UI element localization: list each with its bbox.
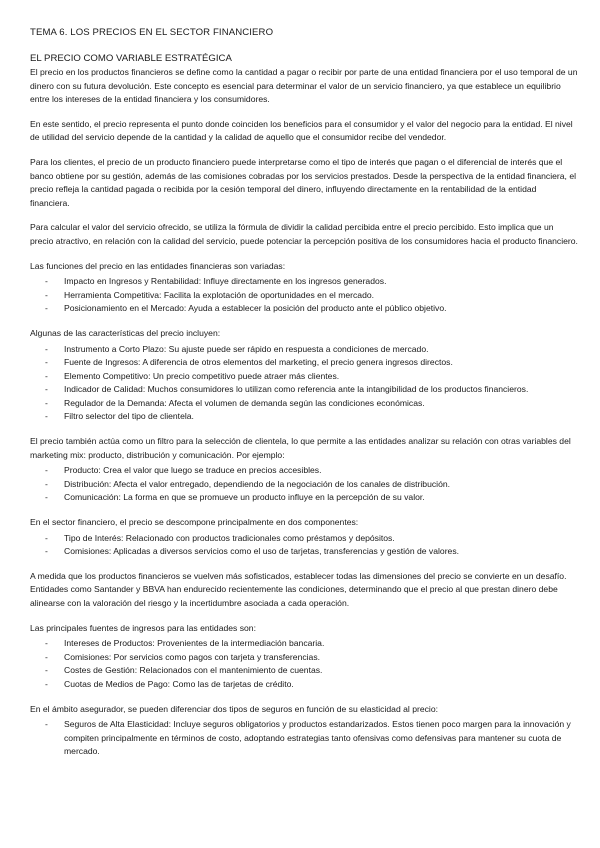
bullet-list — [30, 275, 578, 316]
paragraph: Para calcular el valor del servicio ofrecido, se utiliza la fórmula de dividir la calidad percibida entre el precio percibido. Esto implica que un precio atractivo, en relación con la calidad del servicio, puede potenciar la percepción positiva de los consumidores hacia el producto financiero. — [30, 222, 578, 246]
list-item — [30, 532, 578, 546]
list-item — [30, 678, 578, 692]
list-item-text: Distribución: Afecta el valor entregado, dependiendo de la negociación de los canales de distribución. — [64, 478, 451, 489]
list-item-text: Costes de Gestión: Relacionados con el mantenimiento de cuentas. — [64, 665, 323, 676]
list-item — [30, 545, 578, 559]
list-item — [30, 637, 578, 651]
list-item-text: Producto: Crea el valor que luego se traduce en precios accesibles. — [64, 465, 322, 476]
list-item — [30, 464, 578, 478]
bullet-list — [30, 343, 578, 425]
list-item-text: Cuotas de Medios de Pago: Como las de tarjetas de crédito. — [64, 678, 294, 689]
list-item-text: Intereses de Productos: Provenientes de la intermediación bancaria. — [64, 638, 325, 649]
list-item — [30, 289, 578, 303]
list-item — [30, 478, 578, 492]
bullet-dash: - — [45, 478, 48, 489]
list-item — [30, 383, 578, 397]
list-item-text: Posicionamiento en el Mercado: Ayuda a establecer la posición del producto ante el público objetivo. — [64, 303, 447, 314]
bullet-dash: - — [45, 532, 48, 543]
list-item — [30, 491, 578, 505]
bullet-dash: - — [45, 289, 48, 300]
list-item-text: Seguros de Alta Elasticidad: Incluye seguros obligatorios y productos estandarizados. Estos tienen poco margen para la innovación y compiten principalmente en términos de costo, adoptando estrategias tanto ofensivas como defensivas para mantener su cuota de mercado. — [64, 719, 571, 757]
list-item-text: Comunicación: La forma en que se promueve un producto influye en la percepción de su valor. — [64, 492, 425, 503]
list-item-text: Filtro selector del tipo de clientela. — [64, 411, 194, 422]
paragraph: Para los clientes, el precio de un producto financiero puede interpretarse como el tipo de interés que pagan o el diferencial de interés que el banco obtiene por su gestión, además de las comisiones cobradas por los servicios prestados. Desde la perspectiva de la entidad financiera, el precio refleja la cantidad pagada o recibida por la cesión temporal del dinero, influyendo directamente en la rentabilidad de la entidad financiera. — [30, 156, 577, 208]
list-item-text: Impacto en Ingresos y Rentabilidad: Influye directamente en los ingresos generados. — [64, 276, 387, 287]
paragraph: El precio en los productos financieros se define como la cantidad a pagar o recibir por parte de una entidad financiera por el uso temporal de un dinero con su futura devolución. Este concepto es esencial para determinar el valor de un servicio financiero, ya que establece un equilibrio entre los intereses de la entidad financiera y los consumidores. — [30, 67, 578, 105]
list-item — [30, 356, 578, 370]
list-item — [30, 302, 578, 316]
list-item — [30, 664, 578, 678]
list-item-text: Elemento Competitivo: Un precio competitivo puede atraer más clientes. — [64, 370, 340, 381]
list-item — [30, 370, 578, 384]
bullet-dash: - — [45, 397, 48, 408]
paragraph: En este sentido, el precio representa el punto donde coinciden los beneficios para el consumidor y el valor del negocio para la entidad. El nivel de utilidad del servicio depende de la cantidad y la calidad de aquello que el consumidor recibe del vendedor. — [30, 118, 573, 143]
bullet-list — [30, 464, 578, 505]
list-item — [30, 275, 578, 289]
paragraph: Algunas de las características del precio incluyen: — [30, 327, 221, 338]
paragraph: Las funciones del precio en las entidades financieras son variadas: — [30, 260, 286, 271]
section-title: EL PRECIO COMO VARIABLE ESTRATÉGICA — [30, 53, 232, 64]
bullet-list — [30, 532, 578, 559]
paragraph: Las principales fuentes de ingresos para las entidades son: — [30, 622, 256, 633]
list-item-text: Comisiones: Aplicadas a diversos servicios como el uso de tarjetas, transferencias y gestión de valores. — [64, 546, 460, 557]
bullet-dash: - — [45, 343, 48, 354]
bullet-dash: - — [45, 384, 48, 395]
list-item-text: Indicador de Calidad: Muchos consumidores lo utilizan como referencia ante la intangibilidad de los productos financieros. — [64, 384, 529, 395]
paragraph: En el sector financiero, el precio se descompone principalmente en dos componentes: — [30, 517, 359, 528]
list-item — [30, 410, 578, 424]
bullet-dash: - — [45, 719, 48, 730]
bullet-dash: - — [45, 465, 48, 476]
bullet-dash: - — [45, 357, 48, 368]
list-item — [30, 397, 578, 411]
bullet-dash: - — [45, 276, 48, 287]
bullet-dash: - — [45, 370, 48, 381]
list-item-text: Instrumento a Corto Plazo: Su ajuste puede ser rápido en respuesta a condiciones de mercado. — [64, 343, 429, 354]
list-item — [30, 718, 578, 759]
list-item-text: Tipo de Interés: Relacionado con productos tradicionales como préstamos y depósitos. — [64, 532, 395, 543]
list-item-text: Regulador de la Demanda: Afecta el volumen de demanda según las condiciones económicas. — [64, 397, 425, 408]
bullet-dash: - — [45, 492, 48, 503]
bullet-dash: - — [45, 651, 48, 662]
bullet-list — [30, 637, 578, 691]
bullet-list — [30, 718, 578, 759]
list-item-text: Herramienta Competitiva: Facilita la explotación de oportunidades en el mercado. — [64, 289, 375, 300]
bullet-dash: - — [45, 411, 48, 422]
bullet-dash: - — [45, 678, 48, 689]
document-page — [30, 27, 578, 770]
bullet-dash: - — [45, 546, 48, 557]
bullet-dash: - — [45, 303, 48, 314]
document-title: TEMA 6. LOS PRECIOS EN EL SECTOR FINANCIERO — [30, 27, 274, 38]
paragraph: A medida que los productos financieros se vuelven más sofisticados, establecer todas las dimensiones del precio se convierte en un desafío. Entidades como Santander y BBVA han endurecido recientemente las condiciones, determinando que el precio al que prestan dinero debe alinearse con la valoración del riesgo y la incertidumbre asociada a cada operación. — [30, 570, 567, 608]
paragraph: El precio también actúa como un filtro para la selección de clientela, lo que permite a las entidades analizar su relación con otras variables del marketing mix: producto, distribución y comunicación. Por ejemplo: — [30, 436, 571, 460]
list-item — [30, 651, 578, 665]
list-item — [30, 343, 578, 357]
paragraph: En el ámbito asegurador, se pueden diferenciar dos tipos de seguros en función de su elasticidad al precio: — [30, 703, 438, 714]
list-item-text: Comisiones: Por servicios como pagos con tarjeta y transferencias. — [64, 651, 321, 662]
bullet-dash: - — [45, 665, 48, 676]
list-item-text: Fuente de Ingresos: A diferencia de otros elementos del marketing, el precio genera ingresos directos. — [64, 357, 453, 368]
bullet-dash: - — [45, 638, 48, 649]
